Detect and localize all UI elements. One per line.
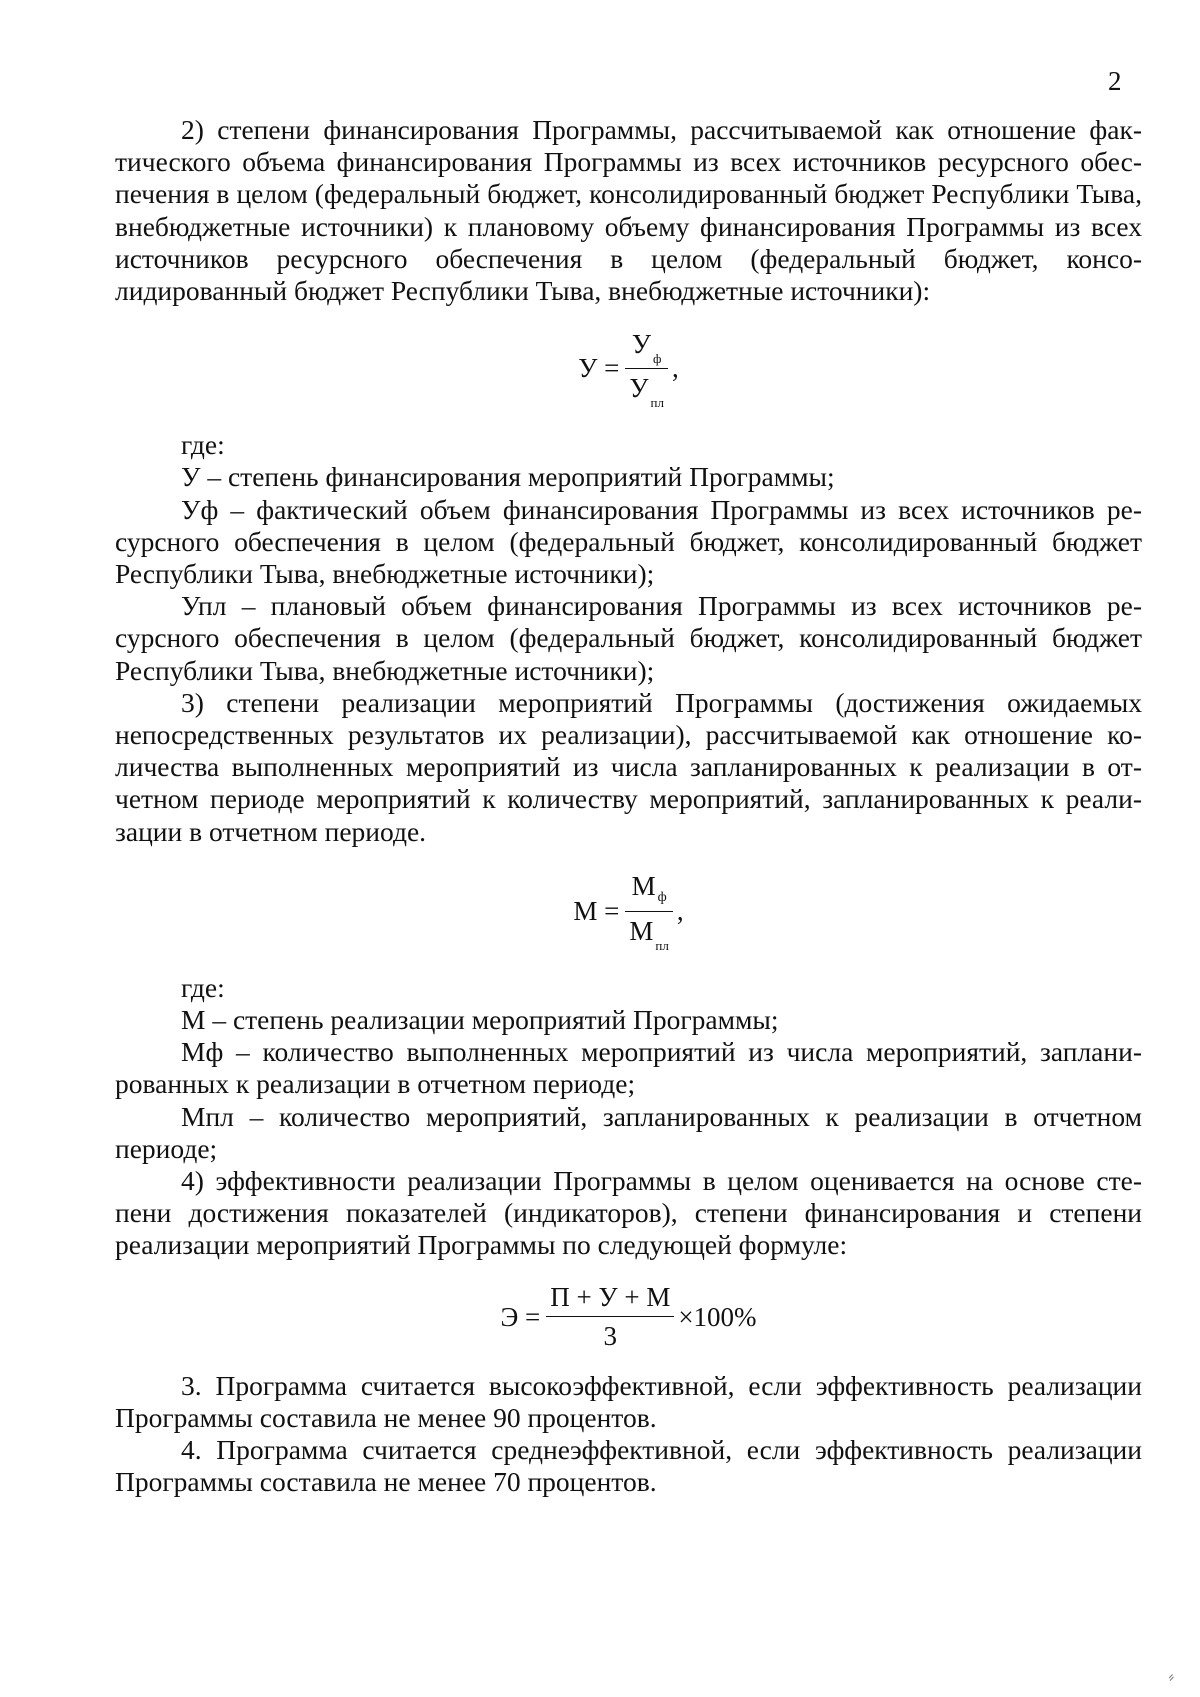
formula-tail: ×100%: [678, 1301, 757, 1332]
formula-fraction: [625, 328, 668, 409]
corner-scribble-icon: ⸗: [1164, 1665, 1178, 1687]
definition-upl: Упл – плановый объем финансирования Программы из всех источников ресурсного обеспечения в целом (федеральный бюджет, консолидированный бюджет Республики Тыва, внебюджетные источники);: [115, 590, 1142, 686]
formula-fraction: [625, 870, 672, 952]
formula-lhs: У =: [578, 353, 620, 384]
numerator-subscript: ф: [657, 889, 667, 905]
denominator-subscript: пл: [650, 394, 664, 410]
formula-numerator: [628, 328, 666, 368]
denominator-subscript: пл: [655, 937, 669, 953]
numerator-subscript: ф: [653, 350, 662, 366]
formula-numerator: П + У + М: [550, 1281, 671, 1312]
formula-numerator: [628, 870, 671, 911]
numerator-symbol: М: [631, 870, 656, 901]
formula-denominator: [625, 369, 668, 409]
denominator-symbol: У: [629, 372, 649, 403]
definition-uf: Уф – фактический объем финансирования Программы из всех источников ресурсного обеспечения в целом (федеральный бюджет, консолидированный бюджет Республики Тыва, внебюджетные источники);: [115, 493, 1142, 590]
formula-implementation: [115, 860, 1142, 962]
where-label: где:: [181, 971, 225, 1003]
definition-mpl: Мпл – количество мероприятий, запланированных к реализации в отчетном периоде;: [115, 1100, 1142, 1164]
denominator-symbol: М: [629, 915, 654, 946]
numerator-symbol: У: [631, 328, 651, 359]
formula-tail: ,: [671, 353, 679, 384]
formula-efficiency: [115, 1274, 1142, 1360]
document-body: [115, 114, 1142, 1499]
formula-tail: ,: [676, 895, 684, 926]
item-high-efficiency: 3. Программа считается высокоэффективной, если эффективность реализации Программы составила не менее 90 процентов.: [115, 1369, 1142, 1433]
paragraph-implementation-degree: 3) степени реализации мероприятий Программы (достижения ожидаемых непосредственных результатов их реализации), рассчитываемой как отношение количества выполненных мероприятий из числа запланированных к реализации в отчетном периоде мероприятий к количеству мероприятий, запланированных к реализации в отчетном периоде.: [115, 686, 1142, 847]
definition-u: У – степень финансирования мероприятий Программы;: [181, 461, 835, 493]
formula-fraction: [546, 1281, 674, 1352]
formula-lhs: Э =: [500, 1301, 541, 1332]
item-medium-efficiency: 4. Программа считается среднеэффективной, если эффективность реализации Программы составила не менее 70 процентов.: [115, 1434, 1142, 1498]
definition-mf: Мф – количество выполненных мероприятий из числа мероприятий, запланированных к реализации в отчетном периоде;: [115, 1036, 1142, 1100]
paragraph-financing-degree: 2) степени финансирования Программы, рассчитываемой как отношение фактического объема финансирования Программы из всех источников ресурсного обеспечения в целом (федеральный бюджет, консолидированный бюджет Республики Тыва, внебюджетные источники) к плановому объему финансирования Программы из всех источников ресурсного обеспечения в целом (федеральный бюджет, консолидированный бюджет Республики Тыва, внебюджетные источники):: [115, 114, 1142, 307]
page-number: 2: [1108, 66, 1122, 96]
formula-lhs: М =: [573, 895, 620, 926]
formula-financing: [115, 317, 1142, 419]
formula-denominator: [625, 912, 672, 952]
where-label: где:: [181, 429, 225, 461]
formula-denominator: 3: [603, 1321, 618, 1352]
definition-m: М – степень реализации мероприятий Программы;: [181, 1004, 779, 1036]
paragraph-efficiency: 4) эффективности реализации Программы в целом оценивается на основе степени достижения показателей (индикаторов), степени финансирования и степени реализации мероприятий Программы по следующей формуле:: [115, 1165, 1142, 1261]
